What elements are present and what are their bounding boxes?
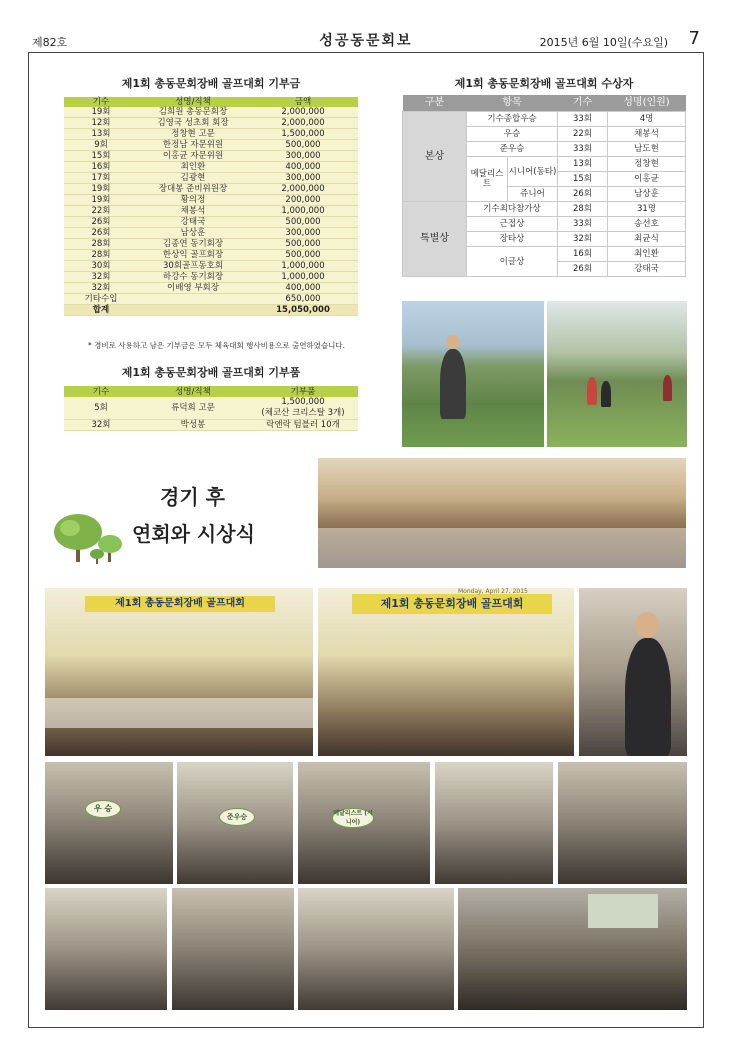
prize-item: 기수최다참가상 — [467, 202, 558, 217]
prize-item: 근접상 — [467, 217, 558, 232]
goods-item-value: 1,500,000 — [281, 397, 325, 407]
donor-class: 22회 — [64, 206, 138, 217]
donor-name: 최인환 — [138, 162, 248, 173]
prize-item: 우승 — [467, 127, 558, 142]
donor-class: 12회 — [64, 118, 138, 129]
junior-label: 쥬니어 — [508, 187, 558, 202]
donor-class: 32회 — [64, 283, 138, 294]
prize-winner: 남도현 — [608, 142, 686, 157]
donor-class: 9회 — [64, 140, 138, 151]
table-row — [64, 283, 358, 294]
event-banner: 제1회 총동문회장배 골프대회 — [85, 596, 275, 612]
donor-name: 한상익 골프회장 — [138, 250, 248, 261]
reception-stage-photo — [45, 588, 313, 756]
donor-amount: 1,000,000 — [248, 206, 358, 217]
donor-name: 김광현 — [138, 173, 248, 184]
goods-col-class: 기수 — [64, 386, 138, 397]
prize-winner: 최균식 — [608, 232, 686, 247]
donor-name: 강태국 — [138, 217, 248, 228]
prize-winner: 강태국 — [608, 262, 686, 277]
prize-item: 기수종합우승 — [467, 112, 558, 127]
award-crowd-photo — [318, 588, 574, 756]
donor-name: 김희원 총동문회장 — [138, 107, 248, 118]
donor-name: 이배영 부회장 — [138, 283, 248, 294]
prize-winner: 채봉석 — [608, 127, 686, 142]
other-amount: 650,000 — [248, 294, 358, 305]
donor-name: 정창현 고문 — [138, 129, 248, 140]
donor-amount: 500,000 — [248, 217, 358, 228]
donor-amount: 300,000 — [248, 151, 358, 162]
goods-title: 제1회 총동문회장배 골프대회 기부품 — [121, 366, 301, 379]
prize-table — [402, 95, 686, 277]
golf-swing-photo — [402, 301, 544, 447]
certificate-photo-1 — [45, 888, 167, 1010]
donor-amount: 300,000 — [248, 173, 358, 184]
donation-table — [64, 97, 358, 316]
donor-amount: 1,000,000 — [248, 272, 358, 283]
event-banner-large: 제1회 총동문회장배 골프대회 — [352, 594, 552, 614]
award-runnerup-photo — [177, 762, 293, 884]
table-row — [64, 107, 358, 118]
prize-col-name: 성명(인원) — [608, 95, 686, 112]
table-row — [64, 118, 358, 129]
live-band-photo — [458, 888, 687, 1010]
col-header-name: 성명/직책 — [138, 97, 248, 107]
goods-item — [248, 397, 358, 420]
donor-name: 채봉석 — [138, 206, 248, 217]
table-row-other — [64, 294, 358, 305]
goods-name: 박성봉 — [138, 420, 248, 431]
donor-class: 28회 — [64, 239, 138, 250]
prize-class: 33회 — [558, 142, 608, 157]
donor-class: 16회 — [64, 162, 138, 173]
prize-class: 13회 — [558, 157, 608, 172]
prize-class: 32회 — [558, 232, 608, 247]
donor-amount: 2,000,000 — [248, 118, 358, 129]
table-row — [64, 228, 358, 239]
award-medalist2-photo — [435, 762, 553, 884]
donor-name: 한정남 자문위원 — [138, 140, 248, 151]
donor-amount: 1,500,000 — [248, 129, 358, 140]
donor-amount: 2,000,000 — [248, 107, 358, 118]
prize-class: 16회 — [558, 247, 608, 262]
prize-class: 15회 — [558, 172, 608, 187]
table-row — [64, 420, 358, 431]
table-row — [64, 184, 358, 195]
goods-item-desc: (체코산 크리스탈 3개) — [261, 408, 345, 418]
total-label: 합계 — [64, 305, 138, 316]
goods-class: 32회 — [64, 420, 138, 431]
donor-amount: 200,000 — [248, 195, 358, 206]
donor-class: 30회 — [64, 261, 138, 272]
prize-title: 제1회 총동문회장배 골프대회 수상자 — [454, 77, 634, 90]
feature-title-line1: 경기 후 — [160, 485, 225, 509]
tree-icon — [50, 508, 126, 566]
prize-winner: 이홍균 — [608, 172, 686, 187]
table-row — [64, 206, 358, 217]
donor-class: 17회 — [64, 173, 138, 184]
page-header — [28, 28, 704, 50]
table-row — [64, 162, 358, 173]
donor-name: 하강수 동기회장 — [138, 272, 248, 283]
main-prize-label: 본상 — [403, 112, 467, 202]
prize-class: 33회 — [558, 112, 608, 127]
certificate-photo-2 — [172, 888, 294, 1010]
prize-col-class: 기수 — [558, 95, 608, 112]
table-row — [403, 112, 686, 127]
prize-class: 26회 — [558, 187, 608, 202]
publication-date: 2015년 6월 10일(수요일) — [539, 36, 668, 49]
donor-amount: 400,000 — [248, 283, 358, 294]
col-header-class: 기수 — [64, 97, 138, 107]
table-row — [64, 217, 358, 228]
donor-class: 26회 — [64, 217, 138, 228]
prize-class: 28회 — [558, 202, 608, 217]
golf-green-photo — [547, 301, 687, 447]
table-row — [64, 129, 358, 140]
goods-item: 락앤락 텀블러 10개 — [248, 420, 358, 431]
donor-amount: 2,000,000 — [248, 184, 358, 195]
prize-winner: 31명 — [608, 202, 686, 217]
prize-item: 준우승 — [467, 142, 558, 157]
prize-item: 장타상 — [467, 232, 558, 247]
prize-class: 33회 — [558, 217, 608, 232]
table-row — [64, 261, 358, 272]
prize-winner: 최인환 — [608, 247, 686, 262]
goods-table — [64, 386, 358, 431]
donation-title: 제1회 총동문회장배 골프대회 기부금 — [121, 77, 301, 90]
goods-name: 류덕희 고문 — [138, 397, 248, 420]
prize-class: 22회 — [558, 127, 608, 142]
special-prize-label: 특별상 — [403, 202, 467, 277]
banner-date: Monday, April 27, 2015 — [458, 588, 528, 595]
donor-class: 26회 — [64, 228, 138, 239]
table-row — [64, 239, 358, 250]
donor-name: 장대봉 준비위원장 — [138, 184, 248, 195]
prize-winner: 4명 — [608, 112, 686, 127]
award-presentation-photo — [558, 762, 687, 884]
col-header-amount: 금액 — [248, 97, 358, 107]
goods-col-item: 기부품 — [248, 386, 358, 397]
eagle-label: 이글상 — [467, 247, 558, 277]
donor-name: 남상훈 — [138, 228, 248, 239]
issue-number: 제82호 — [32, 36, 68, 49]
donor-name: 이홍균 자문위원 — [138, 151, 248, 162]
table-row — [64, 250, 358, 261]
other-label: 기타수입 — [64, 294, 138, 305]
table-row-total — [64, 305, 358, 316]
donor-name: 30회골프동호회 — [138, 261, 248, 272]
donor-class: 13회 — [64, 129, 138, 140]
donation-note: * 경비로 사용하고 남은 기부금은 모두 체육대회 행사비용으로 출연하였습니다. — [88, 341, 346, 350]
paper-name: 성공동문회보 — [319, 33, 413, 49]
donor-name: 김영국 성초회 회장 — [138, 118, 248, 129]
feature-title-line2: 연회와 시상식 — [132, 522, 255, 546]
donor-name: 황의정 — [138, 195, 248, 206]
donor-amount: 500,000 — [248, 140, 358, 151]
donor-amount: 1,000,000 — [248, 261, 358, 272]
donor-name: 김종연 동기회장 — [138, 239, 248, 250]
donor-amount: 500,000 — [248, 250, 358, 261]
donor-amount: 500,000 — [248, 239, 358, 250]
award-medalist-photo — [298, 762, 430, 884]
prize-winner: 송선호 — [608, 217, 686, 232]
goods-class: 5회 — [64, 397, 138, 420]
award-plate-win: 우 승 — [85, 800, 121, 818]
donor-amount: 300,000 — [248, 228, 358, 239]
table-row — [64, 397, 358, 420]
table-row — [403, 202, 686, 217]
table-row — [64, 272, 358, 283]
donor-class: 19회 — [64, 107, 138, 118]
prize-col-category: 구분 — [403, 95, 467, 112]
goods-col-name: 성명/직책 — [138, 386, 248, 397]
table-row — [64, 173, 358, 184]
donor-amount: 400,000 — [248, 162, 358, 173]
table-row — [64, 151, 358, 162]
medalist-label: 메달리스트 — [467, 157, 508, 202]
donor-class: 19회 — [64, 184, 138, 195]
award-winner-photo — [45, 762, 173, 884]
total-amount: 15,050,000 — [248, 305, 358, 316]
donor-class: 32회 — [64, 272, 138, 283]
prize-col-item: 항목 — [467, 95, 558, 112]
donor-class: 28회 — [64, 250, 138, 261]
prize-class: 26회 — [558, 262, 608, 277]
table-row — [64, 195, 358, 206]
award-plate-runner: 준우승 — [219, 808, 255, 826]
award-plate-medal: 메달리스트 (시니어) — [333, 810, 373, 826]
banquet-hall-photo — [318, 458, 686, 568]
certificate-group-photo — [298, 888, 454, 1010]
speaker-photo — [579, 588, 687, 756]
prize-winner: 남상훈 — [608, 187, 686, 202]
senior-label: 시니어(동타) — [508, 157, 558, 187]
donor-class: 19회 — [64, 195, 138, 206]
donor-class: 15회 — [64, 151, 138, 162]
prize-winner: 정창현 — [608, 157, 686, 172]
page-number: 7 — [688, 28, 700, 49]
table-row — [64, 140, 358, 151]
